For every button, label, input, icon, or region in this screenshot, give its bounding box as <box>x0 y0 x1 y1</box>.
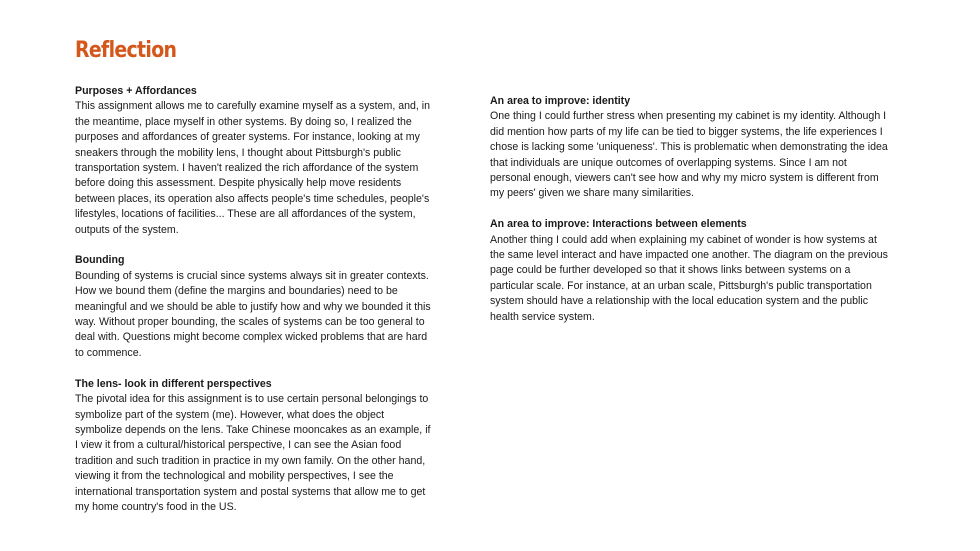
section-heading: Purposes + Affordances <box>75 85 197 97</box>
section-body: The pivotal idea for this assignment is to use certain personal belongings to symbolize part of the system (me). However, what does the object symbolize depends on the lens. Take Chinese mooncakes as an example, if I view it from a cultural/historical perspective, I can see the Asian food tradition and such tradition in practice in my own family. On the other hand, viewing it from the technological and mobility perspectives, I see the international transportation system and postal systems that allow me to get my home country's food in the US. <box>75 393 431 513</box>
section-body: One thing I could further stress when presenting my cabinet is my identity. Although I did mention how parts of my life can be tied to bigger systems, the life experiences I chose is lacking some 'uniqueness'. This is problematic when demonstrating the idea that individuals are unique outcomes of overlapping systems. Since I am not personal enough, viewers can't see how and why my micro system is different from my peers' given we share many similarities. <box>490 110 888 200</box>
section-heading: The lens- look in different perspectives <box>75 377 272 390</box>
section-bounding <box>75 253 433 361</box>
section-heading: An area to improve: identity <box>490 95 631 107</box>
section-body: This assignment allows me to carefully examine myself as a system, and, in the meantime, place myself in other systems. By doing so, I realized the purposes and affordances of greater systems. For instance, looking at my sneakers through the mobility lens, I thought about Pittsburgh's public transportation system. I haven't realized the rich affordance of the system before doing this assessment. Despite physically help move residents between places, its operation also affects people's time schedules, people's lifestyles, locations of facilities... These are all affordances of the system, outputs of the system. <box>75 100 431 236</box>
left-column <box>75 84 433 531</box>
section-heading: Bounding <box>75 254 125 267</box>
section-body: Bounding of systems is crucial since systems always sit in greater contexts. How we bound them (define the margins and boundaries) need to be meaningful and we should be able to justify how and why we bounded it this way. Without proper bounding, the scales of systems can be too general to deal with. Questions might become complex wicked problems that are hard to commence. <box>75 269 431 359</box>
section-heading: An area to improve: Interactions between elements <box>490 218 747 231</box>
section-purposes-affordances <box>75 84 433 238</box>
section-lens <box>75 377 433 516</box>
section-improve-interactions <box>490 217 888 325</box>
section-body: Another thing I could add when explaining my cabinet of wonder is how systems at the same level interact and have impacted one another. The diagram on the previous page could be further developed so that it shows links between systems on a particular scale. For instance, at an urban scale, Pittsburgh's public transportation system should have a relationship with the local education system and the public health service system. <box>490 233 888 323</box>
right-column <box>490 94 888 340</box>
page-title: Reflection <box>75 38 177 63</box>
section-improve-identity <box>490 94 888 202</box>
